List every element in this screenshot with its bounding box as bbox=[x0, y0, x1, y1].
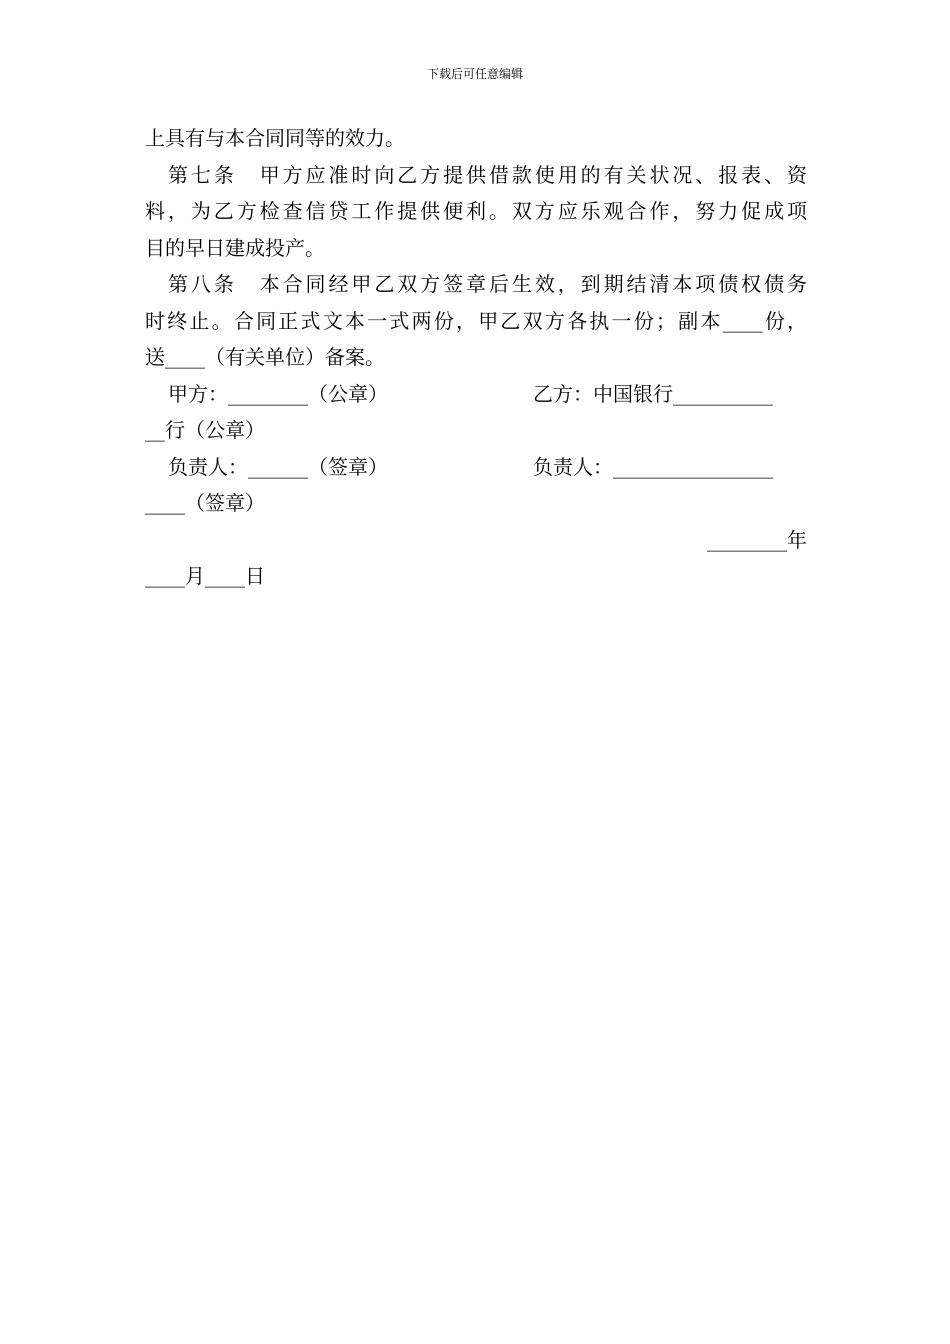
article-seven-line-1: 第七条 甲方应准时向乙方提供借款使用的有关状况、报表、资 bbox=[168, 162, 807, 187]
responsible-b-field-continued: ____（签章） bbox=[145, 491, 265, 515]
signature-row-parties bbox=[145, 376, 807, 413]
article-seven-line-3: 目的早日建成投产。 bbox=[145, 235, 325, 260]
party-a-field: 甲方：________（公章） bbox=[168, 381, 388, 406]
article-eight-line-2: 时终止。合同正式文本一式两份，甲乙双方各执一份；副本____份， bbox=[145, 308, 807, 333]
article-eight-line-3: 送____（有关单位）备案。 bbox=[145, 345, 385, 369]
signature-row-responsible bbox=[145, 449, 807, 486]
party-b-field-continued: __行（公章） bbox=[145, 418, 265, 442]
paragraph-line: 上具有与本合同同等的效力。 bbox=[145, 126, 405, 150]
date-month-day-field: ____月____日 bbox=[145, 564, 265, 588]
date-year-field: ________年 bbox=[707, 527, 807, 552]
responsible-a-field: 负责人：______（签章） bbox=[168, 454, 388, 479]
page-header-note: 下载后可任意编辑 bbox=[426, 67, 523, 81]
responsible-b-field: 负责人：________________ bbox=[533, 454, 773, 479]
document-body bbox=[145, 120, 807, 595]
party-b-field: 乙方：中国银行__________ bbox=[533, 381, 773, 406]
article-seven-line-2: 料，为乙方检查信贷工作提供便利。双方应乐观合作，努力促成项 bbox=[145, 199, 807, 223]
article-eight-line-1: 第八条 本合同经甲乙双方签章后生效，到期结清本项债权债务 bbox=[168, 272, 807, 296]
